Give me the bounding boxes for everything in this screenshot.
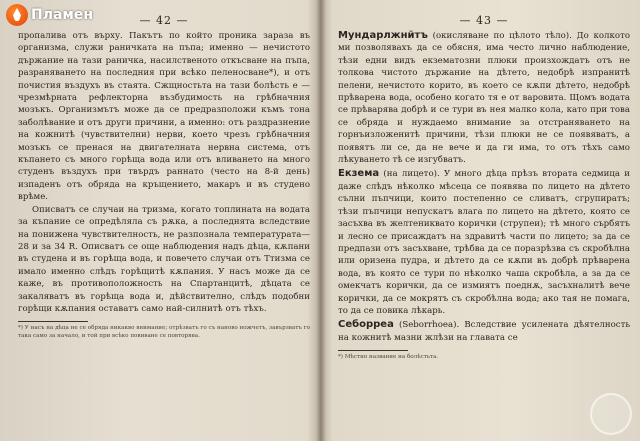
book-gutter xyxy=(316,0,326,441)
footnote-rule xyxy=(338,350,408,351)
page-number-right: — 43 — xyxy=(459,14,509,27)
section-heading: Мундарлжнйтъ xyxy=(338,30,428,41)
section-ekzema xyxy=(338,168,630,317)
section-text: (на лицето). У много дѣца прѣзъ втората седмица и даже слѣдъ нѣколко мѣсеца се появява по лицето на дѣтето сълни пъпчици, които постепенно се сливатъ, сгрупиратъ; тѣзи пъпчици непускатъ влага по лицето на дѣтето, която се засъхва въ желтениквато корички (струпеи); тѣ много сърбятъ и лесно се присаждатъ на здравитѣ части по лицето; за да се предпази отъ засъхване, трѣбва да се поразрѣзва съ скробѣлна или оризена пудра, и дѣтето да се кѫпи въ добрѣ прѣварена вода, въ която се тури по нѣколко чаша скробѣла, а за да се омекчатъ корички, да се измиятъ поеднѫ, засъхналитѣ вече корички, да се мокрятъ съ скробѣлна вода; ако тая не помага, то да се повика лѣкарь. xyxy=(338,169,630,316)
section-text: (окисляване по цѣлото тѣло). До колкото ми позволявахъ да се обясня, има често лично наблюдение, тѣзи едни видъ екзематозни плюки произхождатъ отъ не толкова чистото държание на дѣтето, недобрѣ изпранитѣ пелени, нечистото корито, въ което се кѫпи дѣтето, недобрѣ прѣварена вода, особено когато тя е от варовита. Щомъ водата се прѣварява добрѣ и се тури въ нея малко кола, като при това се обряда и нуждаемо внимание за отстраняването на горнъизложенитѣ причини, тѣзи плюки не се появяватъ, а появятъ ли се, да не вече и да ги има, то отъ тѣхъ само лѣкуването тѣ се изгубватъ. xyxy=(338,31,630,166)
section-heading: Себорреа xyxy=(338,319,394,331)
section-text: (Seborrhoea). Вследствие усилената дѣятелность на кожнитѣ мазни жлѣзи на главата се xyxy=(338,320,630,343)
right-page-body xyxy=(338,30,630,344)
section-heading: Екзема xyxy=(338,168,380,180)
paragraph: Описватъ се случаи на тризма, когато топлината на водата за къпание се опредѣляла съ рѫка, а последнята вследствие на понижена чувствителность, не разпознала температурата—28 и за 34 R. Описватъ се още наблюдения надъ дѣца, кѫпани въ студена и въ горѣща вода, и повечето случаи отъ Ттизма се имало именно слѣдъ горѣщитѣ кѫпания. У насъ може да се каже, въ противоположность на Спартанцитѣ, дѣцата се закаляватъ въ горѣща вода и, дѣйствително, слѣдъ подобни горѣщи кѫпания оставатъ само най-силнитѣ отъ тѣхъ. xyxy=(18,204,310,314)
section-seborrea xyxy=(338,319,630,344)
footnote-left: *) У насъ на дѣца не се обряда никакво внимание; отрѣзватъ го съ наново ножчетъ, завързватъ го така само за начало, и той при всѣко повиване се повторява. xyxy=(18,325,310,339)
right-page xyxy=(338,0,630,441)
footnote-right: *) Мѣстно название на болѣстьта. xyxy=(338,354,439,361)
paragraph: пропалива отъ върху. Пакътъ по който проника зараза въ организма, служи раничката на пъпа; именно — нечистото държание на тази раничка, насилственото откъсване на пъпа, разраняването на последния при всѣко пеленосване*), и отъ почистия въздухъ въ стаята. Сжщностьта на тази болѣсть е — чрезмѣрната рефлекторна възбудимость на грѣбначния мозъкъ. Организмътъ може да се предразположи къмъ тона заболѣвание и отъ други причини, а именно: отъ раздразнение на кожнитѣ (чувствителни) нерви, което чрезъ грѣбначния мозъкъ се пренася на двигателната нервна система, отъ къпането съ много горѣща вода или отъ вливането на много студенъ въздухъ при твърдъ раннато (често на 8-й день) изпаденъ отъ обряда на кръщението, макаръ и въ студено врѣме. xyxy=(18,31,310,203)
watermark xyxy=(6,4,93,26)
camera-lens-icon xyxy=(590,393,632,435)
section-mundarlzhiyt xyxy=(338,30,630,166)
left-page-body xyxy=(18,30,310,315)
footnote-rule xyxy=(18,321,88,322)
left-page xyxy=(18,0,310,441)
page-number-left: — 42 — xyxy=(139,14,189,27)
watermark-brand: Пламен xyxy=(31,7,94,23)
flame-logo-icon xyxy=(6,4,28,26)
